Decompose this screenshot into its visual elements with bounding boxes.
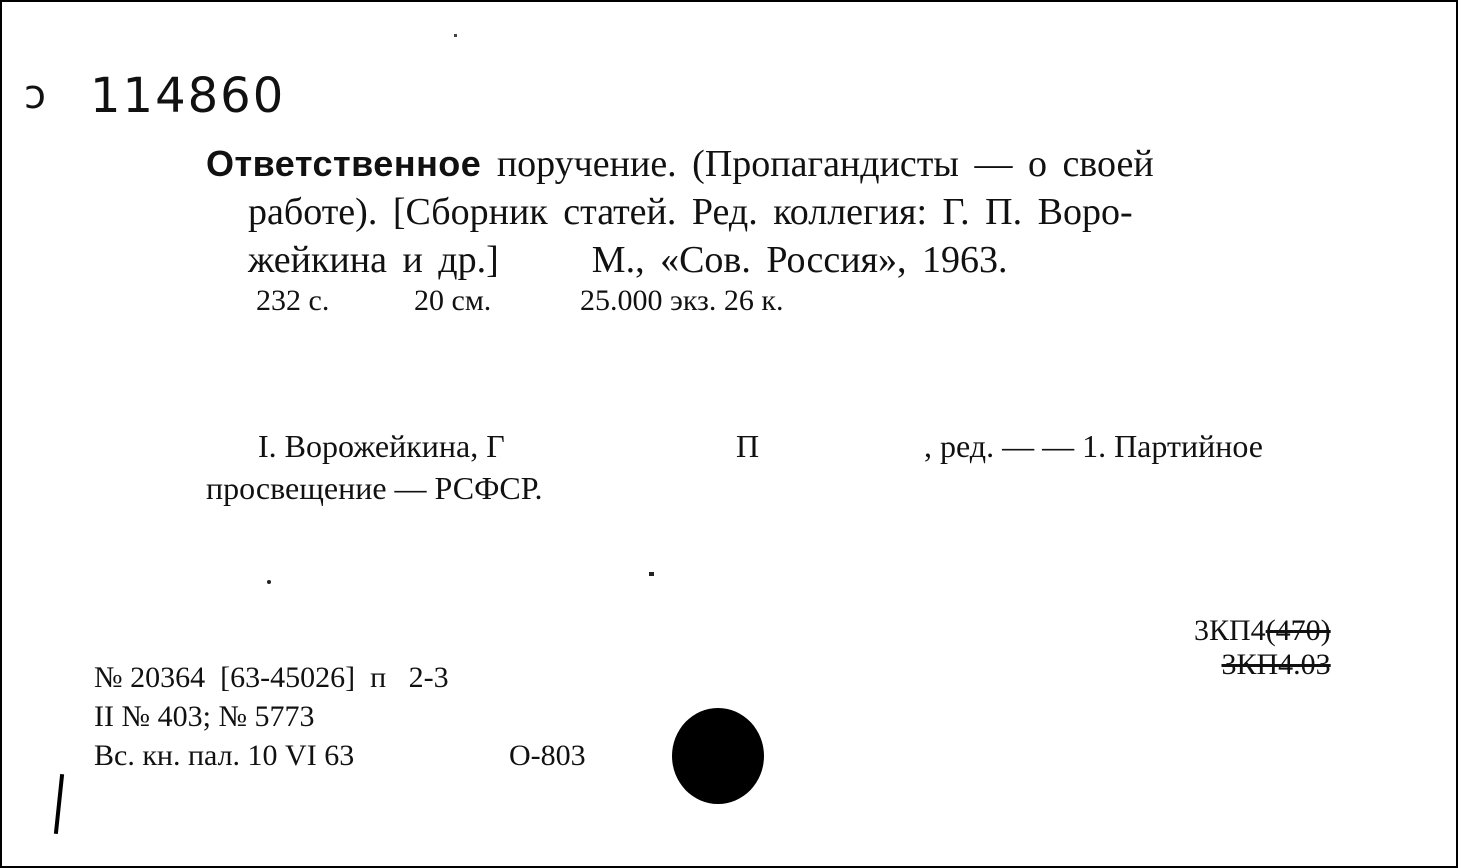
shelf-code-old: 3КП4.03 [1221, 648, 1331, 681]
shelf-code-old-paren: (470) [1265, 614, 1331, 647]
tracing-editor: I. Ворожейкина, Г [258, 428, 505, 464]
collation-pages: 232 с. [256, 284, 330, 317]
registry-line-3-right: О-803 [509, 739, 586, 772]
speck [649, 572, 654, 576]
tracing-line-2: просвещение — РСФСР. [206, 470, 543, 506]
registry-line-3 [94, 736, 586, 775]
margin-mark [54, 774, 64, 834]
shelf-code-line-1 [1194, 614, 1331, 648]
speck [267, 580, 271, 584]
shelf-code-current: 3КП4 [1194, 614, 1266, 647]
punch-hole [672, 708, 764, 804]
tracing-role-subject: , ред. — — 1. Партийное [924, 428, 1263, 464]
speck [454, 34, 457, 37]
shelf-code [1194, 614, 1331, 682]
title-bold: Ответственное [206, 143, 482, 184]
call-number: 114860 [90, 68, 286, 124]
title-line-2: работе). [Сборник статей. Ред. коллегия: Г. П. Воро- [248, 191, 1133, 233]
title-line-1 [206, 142, 1154, 186]
title-line-3: жейкина и др.] М., «Сов. Россия», 1963. [248, 239, 1008, 281]
title-rest: поручение. (Пропагандисты — о своей [496, 143, 1154, 185]
collation-size: 20 см. [414, 284, 492, 317]
collation-copies-price: 25.000 экз. 26 к. [580, 284, 784, 317]
registry-line-3-left: Вс. кн. пал. 10 VI 63 [94, 739, 355, 772]
tracing-initial: П [736, 428, 760, 464]
handwritten-mark: ↄ [24, 72, 46, 118]
registry-line-2: II № 403; № 5773 [94, 700, 315, 733]
registry-info [94, 658, 586, 775]
registry-line-1: № 20364 [63-45026] п 2-3 [94, 661, 449, 694]
collation [256, 284, 783, 318]
